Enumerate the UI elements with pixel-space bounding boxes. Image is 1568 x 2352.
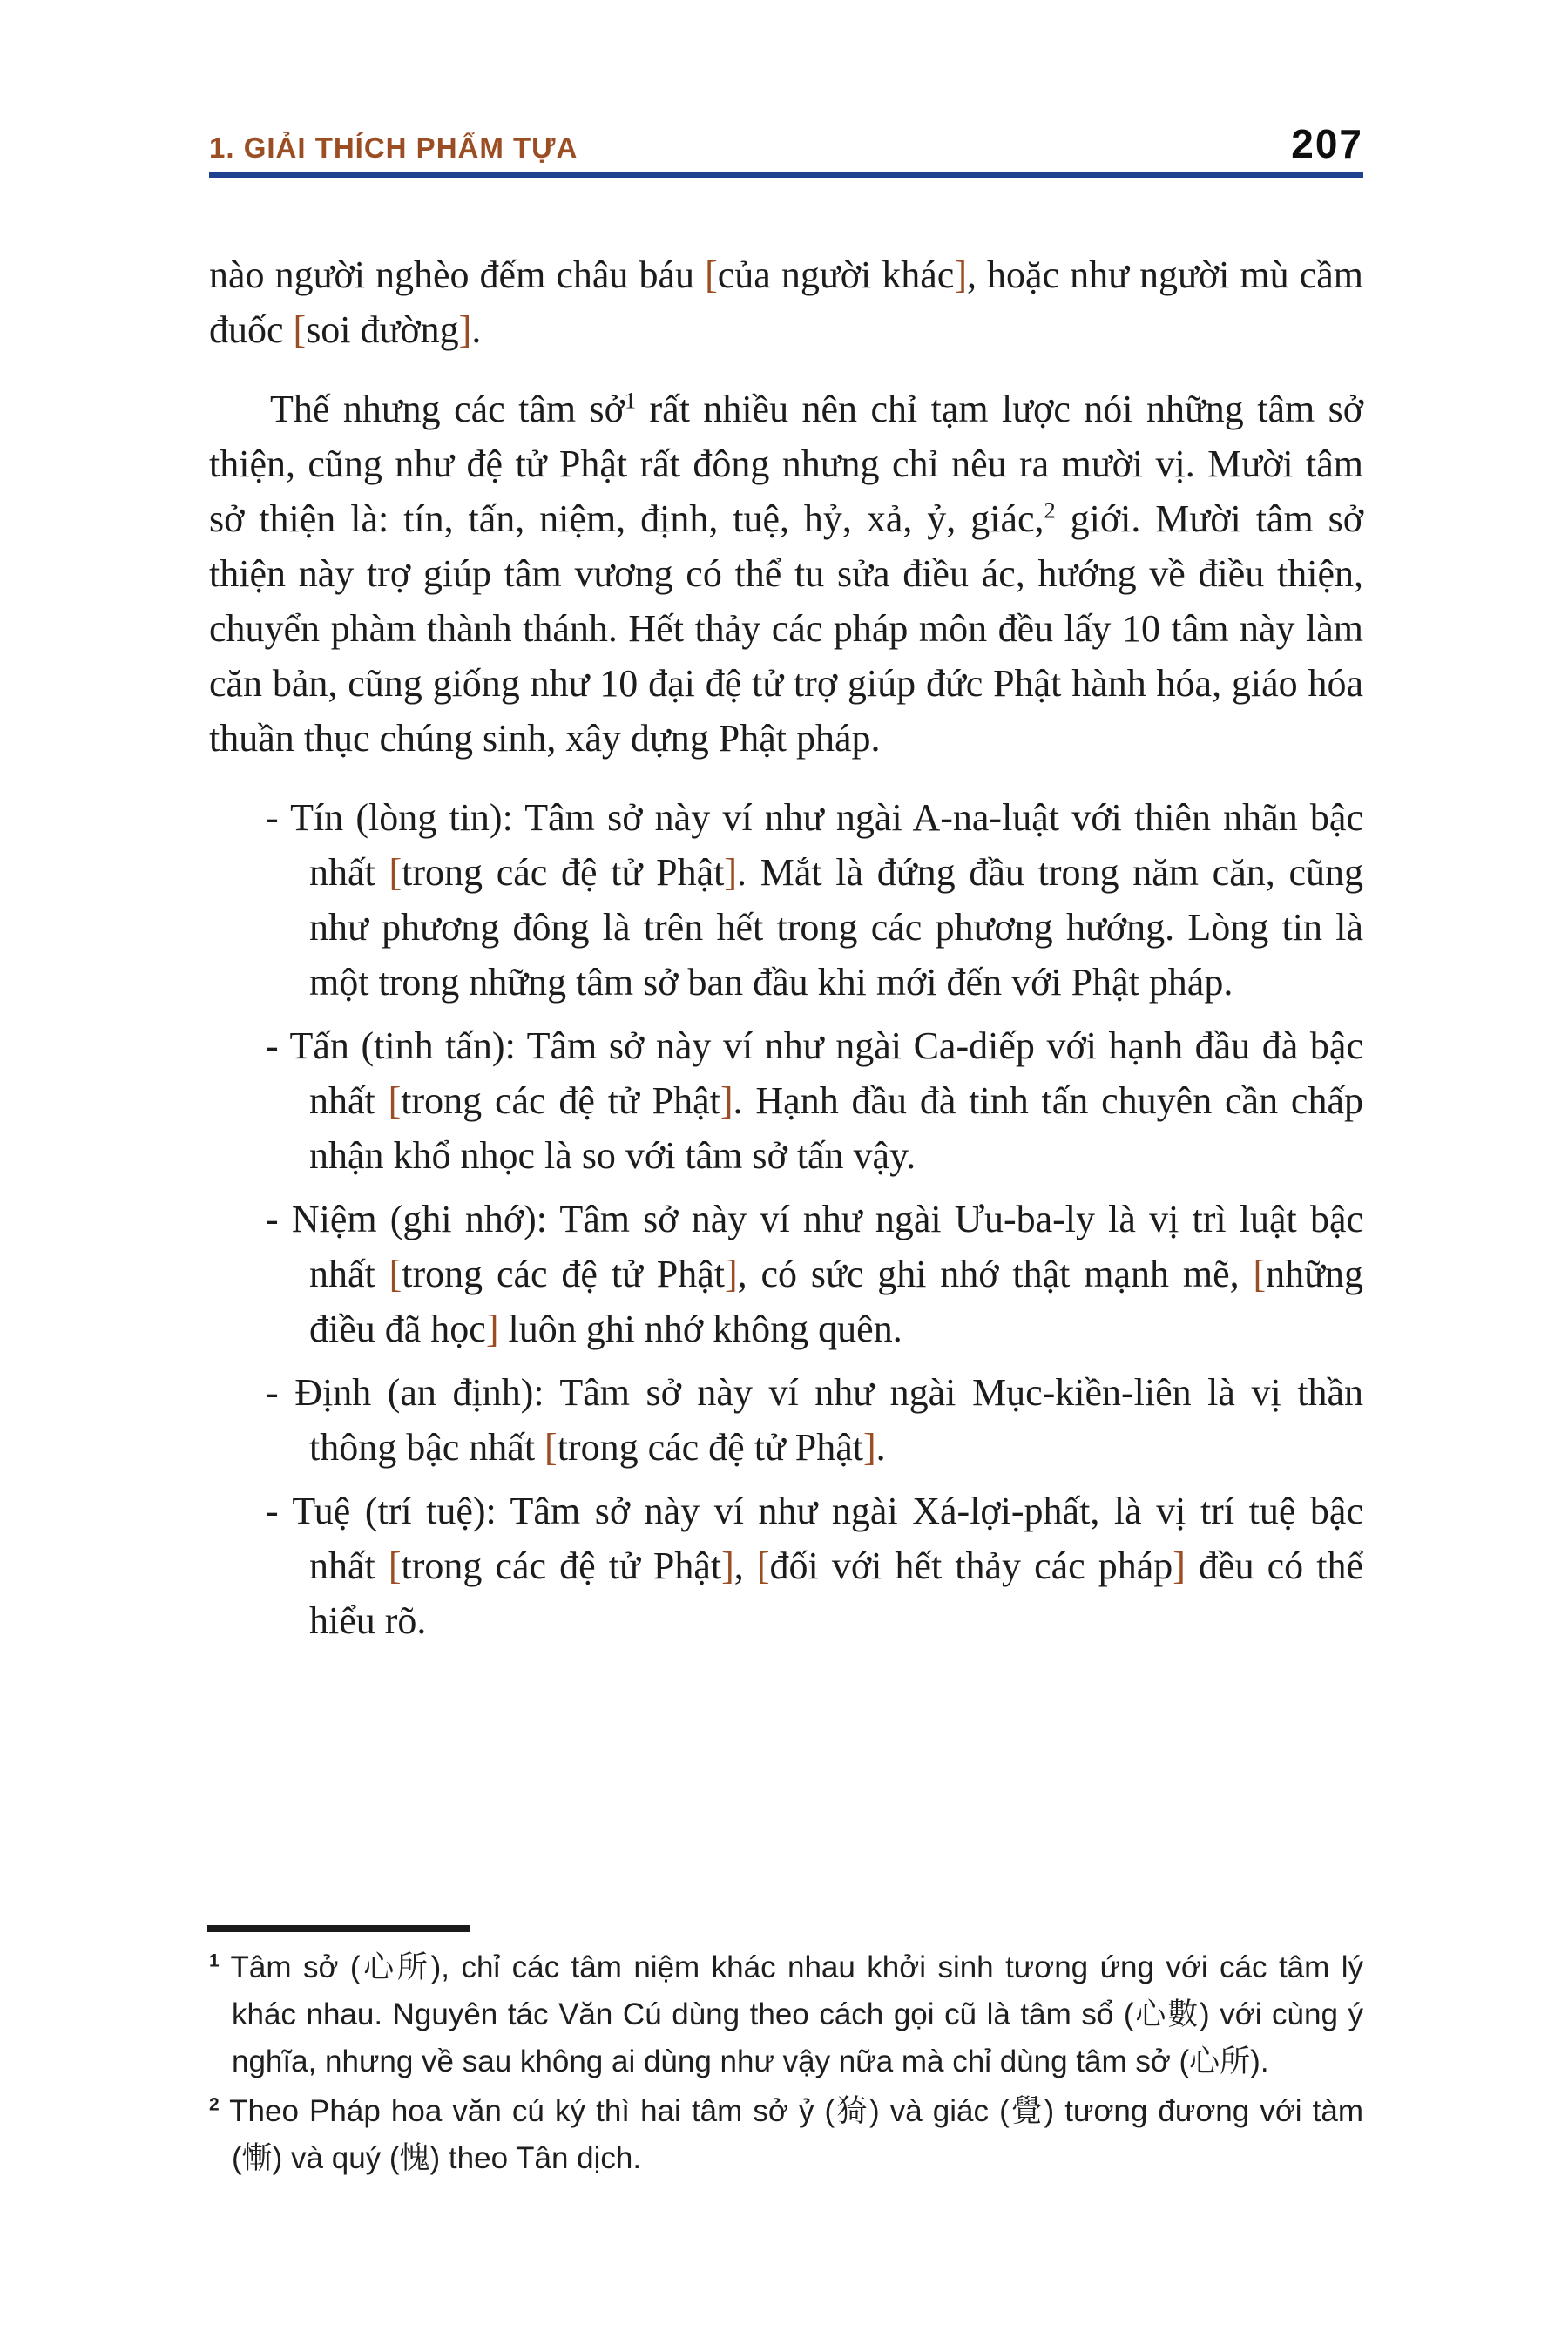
text-run: Theo Pháp hoa văn cú ký thì hai tâm sở ỷ (猗) và giác (覺) tương đương với tàm (慚) và quý (愧) theo Tân dịch. (229, 2094, 1363, 2175)
bracket: ] (954, 253, 967, 296)
text-run: luôn ghi nhớ không quên. (498, 1308, 902, 1350)
footnote-item (209, 2088, 1363, 2182)
bullet-item (209, 1192, 1363, 1356)
text-run: , (733, 1544, 757, 1587)
text-run: Định (an định): Tâm sở này ví như ngài Mục-kiền-liên là vị thần thông bậc nhất (294, 1371, 1363, 1469)
bracket: [ (389, 1253, 402, 1295)
bracket: ] (485, 1308, 499, 1350)
bullet-item (209, 790, 1363, 1010)
text-run: nào người nghèo đếm châu báu (209, 253, 706, 296)
page-number: 207 (1291, 121, 1363, 166)
bullet-marker: - (266, 796, 279, 839)
text-run: . Hạnh đầu đà tinh tấn chuyên cần chấp nhận khổ nhọc là so với tâm sở tấn vậy. (309, 1079, 1363, 1177)
bracket: [ (388, 1544, 402, 1587)
header-rule (209, 172, 1363, 178)
text-run: . (875, 1426, 886, 1469)
bullet-marker: - (266, 1198, 279, 1240)
bracket: ] (863, 1426, 876, 1469)
bracket: [ (389, 851, 402, 894)
bullet-marker: - (266, 1024, 279, 1067)
bracket: [ (1253, 1253, 1267, 1295)
bracket: [ (293, 308, 307, 351)
section-title: 1. GIẢI THÍCH PHẨM TỰA (209, 132, 578, 164)
text-run: trong các đệ tử Phật (402, 851, 725, 894)
text-run: đối với hết thảy các pháp (769, 1544, 1173, 1587)
text-run: Tâm sở (心所), chỉ các tâm niệm khác nhau khởi sinh tương ứng với các tâm lý khác nhau. Nguyên tác Văn Cú dùng theo cách gọi cũ là tâm sổ (心數) với cùng ý nghĩa, nhưng về sau không ai dùng như vậy nữa mà chỉ dùng tâm sở (心所). (230, 1950, 1363, 2078)
text-run: , có sức ghi nhớ thật mạnh mẽ, (737, 1253, 1254, 1295)
bracket: ] (1173, 1544, 1186, 1587)
text-run: trong các đệ tử Phật (557, 1426, 863, 1469)
bullet-marker: - (266, 1371, 279, 1414)
text-run: đều có thể hiểu rõ. (309, 1544, 1364, 1642)
text-run: Thế nhưng các tâm sở (270, 388, 625, 430)
bullet-item (209, 1018, 1363, 1183)
bracket: ] (458, 308, 472, 351)
text-run: những điều đã học (309, 1253, 1363, 1350)
bracket: [ (544, 1426, 558, 1469)
footnote-marker: 1 (209, 1950, 220, 1971)
bracket: ] (724, 1253, 738, 1295)
text-run: Niệm (ghi nhớ): Tâm sở này ví như ngài Ưu-ba-ly là vị trì luật bậc nhất (291, 1198, 1364, 1295)
footnote-separator (207, 1925, 470, 1932)
footnote-ref: 2 (1044, 497, 1056, 524)
paragraph-group (209, 247, 1363, 766)
text-run: , hoặc như người mù cầm đuốc (209, 253, 1363, 351)
footnote-item (209, 1944, 1363, 2085)
text-run: trong các đệ tử Phật (401, 1544, 722, 1587)
bracket: [ (388, 1079, 402, 1122)
bullet-marker: - (266, 1490, 279, 1532)
bracket: ] (721, 1544, 734, 1587)
bracket: ] (720, 1079, 733, 1122)
paragraph (209, 247, 1363, 357)
bracket: ] (724, 851, 737, 894)
page-header (209, 120, 1363, 167)
text-run: rất nhiều nên chỉ tạm lược nói những tâm sở thiện, cũng như đệ tử Phật rất đông nhưng chỉ nêu ra mười vị. Mười tâm sở thiện là: tín, tấn, niệm, định, tuệ, hỷ, xả, ỷ, giác, (209, 388, 1364, 540)
text-run: . Mắt là đứng đầu trong năm căn, cũng như phương đông là trên hết trong các phương hướng. Lòng tin là một trong những tâm sở ban đầu khi mới đến với Phật pháp. (309, 851, 1363, 1004)
text-run: Tín (lòng tin): Tâm sở này ví như ngài A-na-luật với thiên nhãn bậc nhất (290, 796, 1363, 894)
footnote-ref: 1 (624, 387, 637, 414)
body-text (209, 247, 1363, 1657)
bracket: [ (705, 253, 718, 296)
text-run: . (471, 308, 482, 351)
text-run: Tấn (tinh tấn): Tâm sở này ví như ngài Ca-diếp với hạnh đầu đà bậc nhất (289, 1024, 1363, 1122)
bracket: [ (756, 1544, 770, 1587)
text-run: trong các đệ tử Phật (402, 1253, 725, 1295)
bullet-list (209, 790, 1363, 1648)
text-run: trong các đệ tử Phật (401, 1079, 720, 1122)
paragraph (209, 382, 1363, 766)
text-run: Tuệ (trí tuệ): Tâm sở này ví như ngài Xá-lợi-phất, là vị trí tuệ bậc nhất (292, 1490, 1363, 1587)
text-run: của người khác (717, 253, 955, 296)
text-run: giới. Mười tâm sở thiện này trợ giúp tâm vương có thể tu sửa điều ác, hướng về điều thiện, chuyển phàm thành thánh. Hết thảy các pháp môn đều lấy 10 tâm này làm căn bản, cũng giống như 10 đại đệ tử trợ giúp đức Phật hành hóa, giáo hóa thuần thục chúng sinh, xây dựng Phật pháp. (209, 497, 1363, 760)
footnote-marker: 2 (209, 2094, 220, 2115)
bullet-item (209, 1484, 1363, 1648)
text-run: soi đường (306, 308, 459, 351)
footnotes (209, 1944, 1363, 2182)
bullet-item (209, 1365, 1363, 1475)
